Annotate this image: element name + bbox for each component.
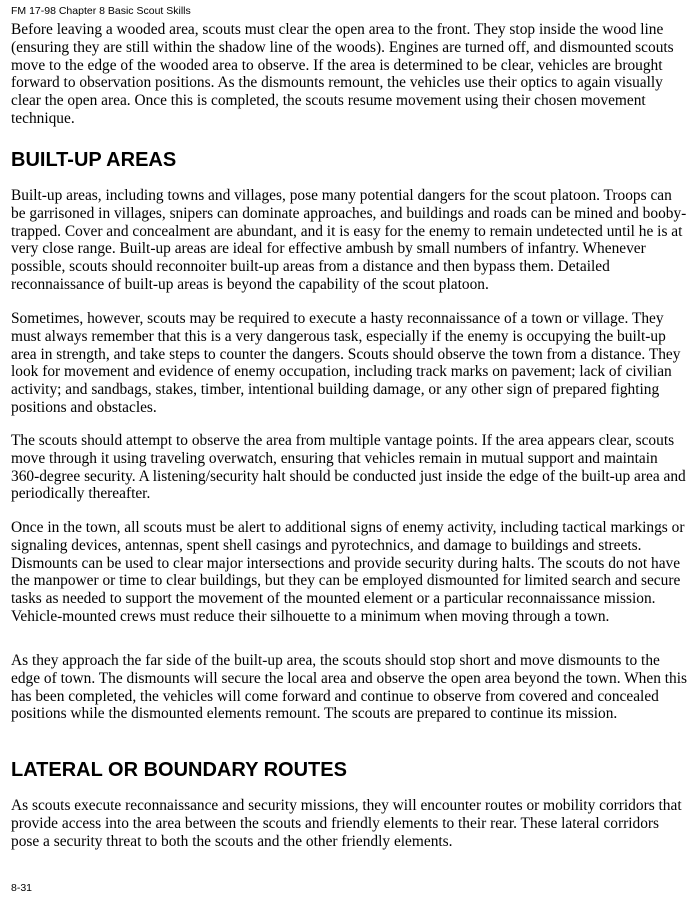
heading-lateral-boundary-routes: LATERAL OR BOUNDARY ROUTES (11, 759, 347, 781)
paragraph-multiple-vantage-points: The scouts should attempt to observe the area from multiple vantage points. If the area appears clear, scouts move through it using traveling overwatch, ensuring that vehicles remain in mutual support and maintain 360-degree security. A listening/security halt should be conducted just inside the edge of the built-up area and periodically thereafter. (11, 432, 686, 503)
page-number: 8-31 (11, 882, 33, 894)
running-header: FM 17-98 Chapter 8 Basic Scout Skills (11, 5, 191, 17)
paragraph-wooded-area-clearing: Before leaving a wooded area, scouts must clear the open area to the front. They stop inside the wood line (ensuring they are still within the shadow line of the woods). Engines are turned off, and dismounted scouts move to the edge of the wooded area to observe. If the area is determined to be clear, vehicles are brought forward to observation positions. As the dismounts remount, the vehicles use their optics to again visually clear the open area. Once this is completed, the scouts resume movement using their chosen movement technique. (11, 21, 674, 127)
paragraph-lateral-corridors: As scouts execute reconnaissance and security missions, they will encounter routes or mobility corridors that provide access into the area between the scouts and friendly elements to their rear. These lateral corridors pose a security threat to both the scouts and the other friendly elements. (11, 797, 682, 850)
paragraph-far-side-approach: As they approach the far side of the built-up area, the scouts should stop short and move dismounts to the edge of town. The dismounts will secure the local area and observe the open area beyond the town. When this has been completed, the vehicles will come forward and continue to observe from covered and concealed positions while the dismounted elements remount. The scouts are prepared to continue its mission. (11, 652, 687, 723)
paragraph-in-town-alertness: Once in the town, all scouts must be alert to additional signs of enemy activity, including tactical markings or signaling devices, antennas, spent shell casings and pyrotechnics, and damage to buildings and streets. Dismounts can be used to clear major intersections and provide security during halts. The scouts do not have the manpower or time to clear buildings, but they can be employed dismounted for limited search and secure tasks as needed to support the movement of the mounted element or a particular reconnaissance mission. Vehicle-mounted crews must reduce their silhouette to a minimum when moving through a town. (11, 519, 685, 625)
paragraph-built-up-dangers: Built-up areas, including towns and villages, pose many potential dangers for the scout platoon. Troops can be garrisoned in villages, snipers can dominate approaches, and buildings and roads can be mined and booby-trapped. Cover and concealment are abundant, and it is easy for the enemy to remain undetected until he is at very close range. Built-up areas are ideal for effective ambush by small numbers of infantry. Whenever possible, scouts should reconnoiter built-up areas from a distance and then bypass them. Detailed reconnaissance of built-up areas is beyond the capability of the scout platoon. (11, 187, 687, 293)
paragraph-hasty-reconnaissance: Sometimes, however, scouts may be required to execute a hasty reconnaissance of a town or village. They must always remember that this is a very dangerous task, especially if the enemy is occupying the built-up area in strength, and take steps to counter the dangers. Scouts should observe the town from a distance. They look for movement and evidence of enemy occupation, including track marks on pavement; lack of civilian activity; and sandbags, stakes, timber, intentional building damage, or any other sign of prepared fighting positions and obstacles. (11, 310, 681, 416)
heading-built-up-areas: BUILT-UP AREAS (11, 149, 177, 171)
